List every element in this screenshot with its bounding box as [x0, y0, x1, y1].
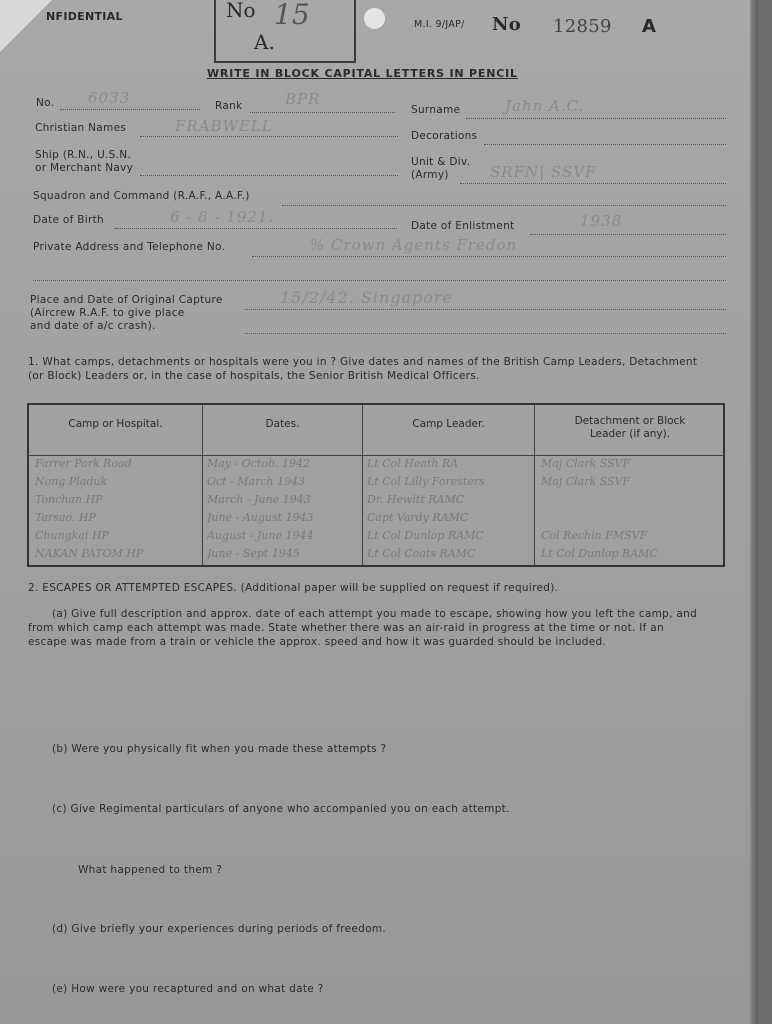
header-rule — [29, 455, 723, 456]
q2c: (c) Give Regimental particulars of anyone who accompanied you on each attempt. — [52, 803, 510, 815]
cell-dates: Oct - March 1943 — [207, 475, 306, 488]
q2b: (b) Were you physically fit when you made these attempts ? — [52, 743, 387, 755]
cell-camp: Nong Pladuk — [35, 475, 108, 488]
dob-line — [115, 228, 397, 229]
address-label: Private Address and Telephone No. — [33, 241, 226, 253]
confidential-mark: NFIDENTIAL — [46, 10, 123, 23]
stamp-letter: A. — [254, 30, 275, 54]
q2e: (e) How were you recaptured and on what date ? — [52, 983, 324, 995]
no-label: No. — [36, 97, 55, 109]
decorations-line — [484, 144, 726, 145]
cell-camp: NAKAN PATOM HP — [35, 547, 144, 560]
series-letter: A — [642, 16, 657, 37]
form-code: M.I. 9/JAP/ — [414, 19, 465, 30]
christian-names-value: FRABWELL — [175, 117, 273, 135]
torn-corner — [0, 0, 52, 52]
q1-line-1: 1. What camps, detachments or hospitals were you in ? Give dates and names of the British Camp Leaders, Detachment — [28, 356, 698, 368]
punch-hole — [364, 8, 385, 29]
stamp-no: No — [226, 0, 256, 22]
q2d: (d) Give briefly your experiences during periods of freedom. — [52, 923, 387, 935]
decorations-label: Decorations — [411, 130, 478, 142]
form-no-label: No — [492, 14, 522, 35]
col-header-dates: Dates. — [203, 405, 363, 455]
table-row — [29, 493, 723, 510]
stamp-box — [214, 0, 356, 63]
table-row — [29, 511, 723, 528]
cell-leader: Capt Vardy RAMC — [367, 511, 469, 524]
christian-line — [140, 136, 398, 137]
q1-line-2: (or Block) Leaders or, in the case of hospitals, the Senior British Medical Officers. — [28, 370, 480, 382]
cell-leader: Lt Col Lilly Foresters — [367, 475, 485, 488]
ship-label-1: Ship (R.N., U.S.N. — [35, 149, 132, 161]
q2a-line-3: escape was made from a train or vehicle the approx. speed and how it was guarded should be included. — [28, 636, 607, 648]
capture-label-3: and date of a/c crash). — [30, 320, 156, 332]
unit-line — [460, 183, 726, 184]
cell-leader: Lt Col Heath RA — [367, 457, 459, 470]
table-row — [29, 457, 723, 474]
cell-leader: Dr. Hewitt RAMC — [367, 493, 465, 506]
cell-detachment: Maj Clark SSVF — [541, 475, 631, 488]
cell-dates: August - June 1944 — [207, 529, 314, 542]
instruction-heading: WRITE IN BLOCK CAPITAL LETTERS IN PENCIL — [207, 67, 518, 80]
enlistment-label: Date of Enlistment — [411, 220, 515, 232]
q2a-line-2: from which camp each attempt was made. State whether there was an air-raid in progress at the time or not. If an — [28, 622, 664, 634]
christian-names-label: Christian Names — [35, 122, 127, 134]
cell-camp: Tonchan HP — [35, 493, 103, 506]
rank-line — [250, 112, 395, 113]
col-header-leader: Camp Leader. — [363, 405, 535, 455]
no-value: 6033 — [88, 89, 131, 107]
capture-value: 15/2/42. Singapore — [280, 288, 454, 307]
dob-value: 6 - 8 - 1921. — [170, 208, 275, 226]
col-header-detachment: Detachment or Block Leader (if any). — [574, 415, 686, 440]
cell-camp: Tarsao. HP — [35, 511, 96, 524]
table-row — [29, 475, 723, 492]
capture-line-2 — [245, 333, 726, 334]
enlistment-value: 1938 — [580, 212, 623, 230]
capture-label-2: (Aircrew R.A.F. to give place — [30, 307, 185, 319]
cell-dates: March - June 1943 — [207, 493, 311, 506]
paper-edge — [750, 0, 758, 1024]
col-header-camp: Camp or Hospital. — [29, 405, 203, 455]
surname-label: Surname — [411, 104, 461, 116]
cell-leader: Lt Col Dunlop RAMC — [367, 529, 484, 542]
address-line-2 — [33, 280, 726, 281]
cell-detachment: Maj Clark SSVF — [541, 457, 631, 470]
q2c-followup: What happened to them ? — [78, 864, 223, 876]
unit-value: SRFN| SSVF — [490, 163, 597, 181]
cell-leader: Lt Col Coats RAMC — [367, 547, 476, 560]
unit-label-2: (Army) — [411, 169, 449, 181]
form-number: 12859 — [553, 16, 612, 37]
rank-label: Rank — [215, 100, 243, 112]
unit-label-1: Unit & Div. — [411, 156, 471, 168]
stamp-number: 15 — [274, 0, 310, 31]
cell-dates: May - Octob. 1942 — [207, 457, 310, 470]
q2-title: 2. ESCAPES OR ATTEMPTED ESCAPES. (Additional paper will be supplied on request if required). — [28, 582, 559, 594]
dob-label: Date of Birth — [33, 214, 105, 226]
surname-line — [466, 118, 726, 119]
no-line — [60, 109, 200, 110]
cell-camp: Farrer Park Road — [35, 457, 132, 470]
table-row — [29, 547, 723, 564]
ship-label-2: or Merchant Navy — [35, 162, 134, 174]
table-row — [29, 529, 723, 546]
address-line — [252, 256, 726, 257]
ship-line — [140, 175, 398, 176]
capture-line — [245, 309, 726, 310]
cell-detachment: Col Rechin FMSVF — [541, 529, 648, 542]
enlistment-line — [530, 234, 726, 235]
address-value: % Crown Agents Fredon — [310, 236, 518, 254]
rank-value: BPR — [285, 90, 321, 108]
cell-detachment: Lt Col Dunlop RAMC — [541, 547, 658, 560]
q2a-line-1: (a) Give full description and approx. date of each attempt you made to escape, showing how you left the camp, and — [52, 608, 698, 620]
capture-label-1: Place and Date of Original Capture — [30, 294, 223, 306]
squadron-label: Squadron and Command (R.A.F., A.A.F.) — [33, 190, 250, 202]
squadron-line — [282, 205, 726, 206]
cell-camp: Chungkai HP — [35, 529, 109, 542]
cell-dates: June - August 1943 — [207, 511, 314, 524]
cell-dates: June - Sept 1945 — [207, 547, 300, 560]
surname-value: Jahn A.C. — [505, 97, 585, 115]
camp-table — [27, 403, 725, 567]
